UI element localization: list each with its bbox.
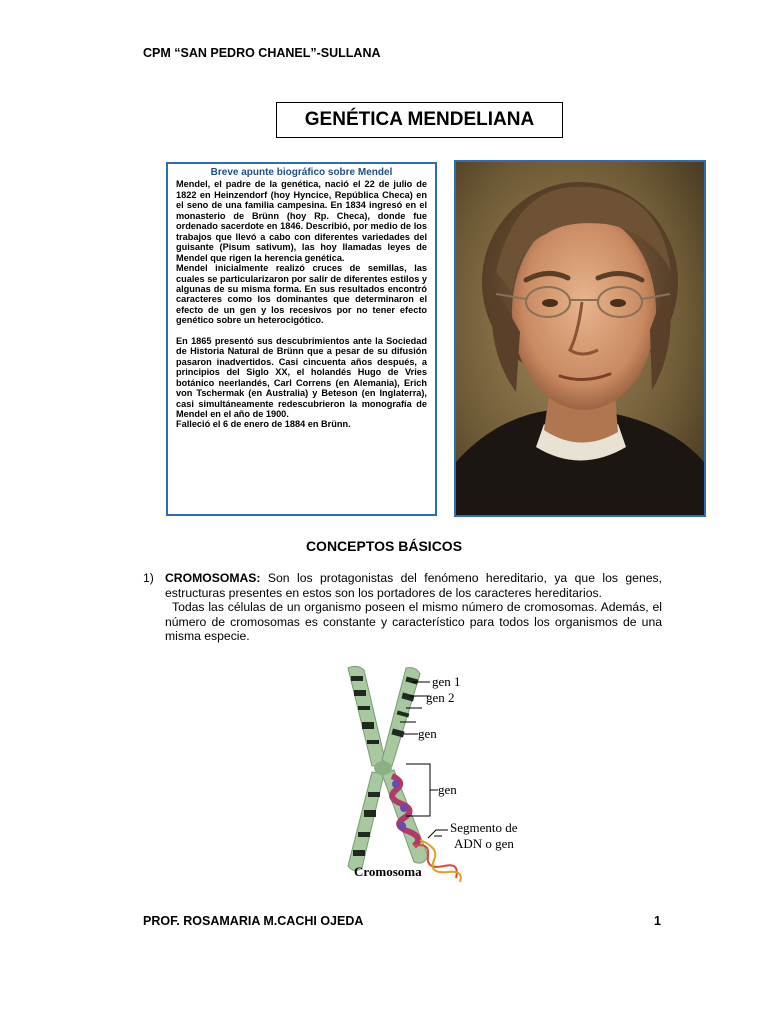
concept-term: CROMOSOMAS:: [165, 571, 261, 585]
concept-text: Son los protagonistas del fenómeno hereditario, ya que los genes, estructuras presentes en estos son los portadores de los caracteres hereditarios.: [165, 571, 662, 600]
biography-box: [166, 162, 437, 516]
footer-author: PROF. ROSAMARIA M.CACHI OJEDA: [143, 914, 364, 928]
label-segment-line1: Segmento de: [450, 820, 518, 835]
biography-paragraph: Mendel inicialmente realizó cruces de semillas, las cuales se particularizaron por salir de diferentes estilos y algunas de su misma forma. En sus resultados encontró caracteres como los dominantes que determinaron el efecto de un gen y los recesivos por no tener efecto genético sobre un heterocigótico.: [176, 263, 427, 326]
diagram-caption: Cromosoma: [354, 864, 422, 879]
biography-heading: Breve apunte biográfico sobre Mendel: [210, 167, 393, 178]
mendel-portrait: [454, 160, 706, 517]
label-segment-line2: ADN o gen: [454, 836, 514, 851]
label-gen-1: gen 1: [432, 674, 461, 689]
biography-paragraph: Falleció el 6 de enero de 1884 en Brünn.: [176, 419, 351, 430]
concept-paragraph-2: Todas las células de un organismo poseen el mismo número de cromosomas. Además, el número de cromosomas es constante y característico para todos los organismos de una misma especie.: [165, 600, 662, 644]
label-gen-a: gen: [418, 726, 437, 741]
page-title: GENÉTICA MENDELIANA: [276, 102, 563, 138]
header-school: CPM “SAN PEDRO CHANEL”-SULLANA: [143, 46, 381, 60]
biography-paragraph: Mendel, el padre de la genética, nació el 22 de julio de 1822 en Heinzendorf (hoy Hyncice, República Checa) en el seno de una familia campesina. En 1834 ingresó en el monasterio de Brünn (hoy Rp. Checa), donde fue ordenado sacerdote en 1846. Describió, por medio de los trabajos que llevó a cabo con diferentes variedades del guisante (Pisum sativum), las hoy llamadas leyes de Mendel que rigen la herencia genética.: [176, 179, 427, 263]
concept-item: [143, 571, 662, 644]
concept-paragraph: [165, 571, 662, 600]
label-gen-b: gen: [438, 782, 457, 797]
chromosome-diagram: [330, 660, 560, 885]
page-number: 1: [654, 914, 661, 928]
item-number: 1): [143, 571, 154, 585]
label-gen-2: gen 2: [426, 690, 455, 705]
section-title: CONCEPTOS BÁSICOS: [305, 538, 463, 554]
biography-paragraph: En 1865 presentó sus descubrimientos ante la Sociedad de Historia Natural de Brünn que a pesar de su difusión pasaron inadvertidos. Casi cincuenta años después, a principios del Siglo XX, el holandés Hugo de Vries botánico neerlandés, Carl Correns (en Alemania), Erich von Tschermak (en Australia) y Beteson (en Inglaterra), casi simultáneamente redescubrieron la monografía de Mendel en el año de 1900.: [176, 335, 427, 419]
